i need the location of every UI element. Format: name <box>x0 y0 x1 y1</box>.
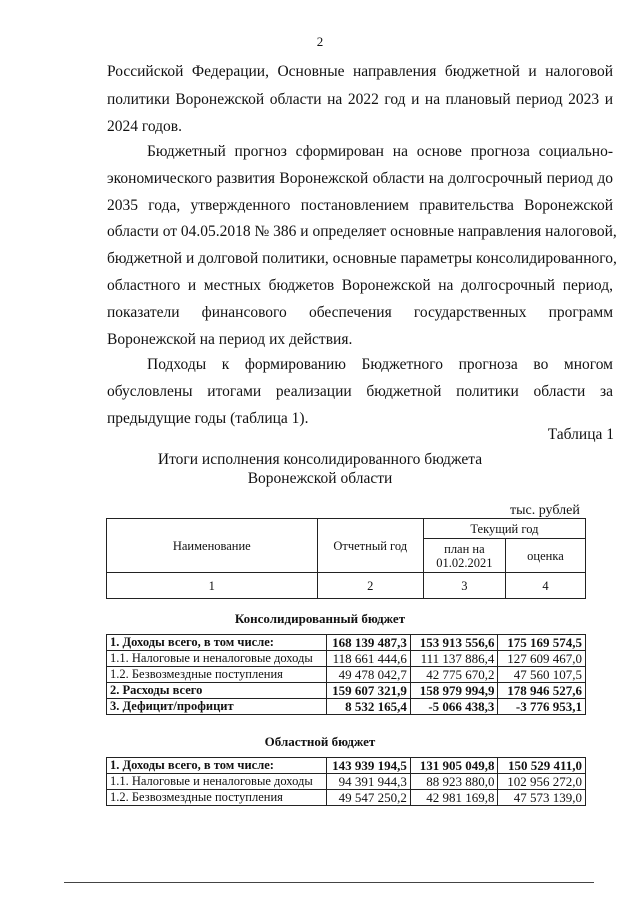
row-value: 159 607 321,9 <box>327 683 411 699</box>
row-value: 118 661 444,6 <box>327 651 411 667</box>
table-row <box>107 683 586 699</box>
paragraph-line: экономического развития Воронежской области на долгосрочный период до <box>107 170 613 187</box>
consolidated-budget-table <box>106 634 586 715</box>
paragraph-line: Российской Федерации, Основные направления бюджетной и налоговой <box>107 63 613 80</box>
row-name: 2. Расходы всего <box>107 683 327 699</box>
row-name: 1. Доходы всего, в том числе: <box>107 635 327 651</box>
row-value: 127 609 467,0 <box>498 651 586 667</box>
paragraph-line: предыдущие годы (таблица 1). <box>107 410 309 427</box>
paragraph-line: показатели финансового обеспечения государственных программ <box>107 304 613 321</box>
row-value: 150 529 411,0 <box>498 758 586 774</box>
row-name: 1. Доходы всего, в том числе: <box>107 758 327 774</box>
row-value: 8 532 165,4 <box>327 699 411 715</box>
row-value: 131 905 049,8 <box>410 758 498 774</box>
row-value: 42 981 169,8 <box>410 790 498 806</box>
paragraph-line: Подходы к формированию Бюджетного прогноза во многом <box>147 356 613 373</box>
header-name: Наименование <box>107 519 318 573</box>
row-value: 153 913 556,6 <box>410 635 498 651</box>
table-row <box>107 667 586 683</box>
units-label: тыс. рублей <box>510 503 580 518</box>
row-value: 47 573 139,0 <box>498 790 586 806</box>
section-title-consolidated: Консолидированный бюджет <box>234 611 406 626</box>
table-row <box>107 699 586 715</box>
row-value: 143 939 194,5 <box>327 758 411 774</box>
table-row <box>107 790 586 806</box>
paragraph-line: политики Воронежской области на 2022 год и на плановый период 2023 и <box>107 91 613 108</box>
paragraph-line: областного и местных бюджетов Воронежской на долгосрочный период, <box>107 277 613 294</box>
row-value: 111 137 886,4 <box>410 651 498 667</box>
header-current-year: Текущий год <box>423 519 585 539</box>
row-value: 158 979 994,9 <box>410 683 498 699</box>
table-title: Итоги исполнения консолидированного бюджета <box>157 451 483 468</box>
table-row <box>107 774 586 790</box>
paragraph-line: 2024 годов. <box>107 118 182 135</box>
paragraph-line: области от 04.05.2018 № 386 и определяет основные направления налоговой, <box>107 223 617 240</box>
header-plan: план на 01.02.2021 <box>423 539 505 573</box>
row-value: 175 169 574,5 <box>498 635 586 651</box>
header-col-number: 4 <box>505 573 585 599</box>
section-title-regional: Областной бюджет <box>264 734 376 749</box>
row-name: 1.1. Налоговые и неналоговые доходы <box>107 774 327 790</box>
table-row <box>107 651 586 667</box>
table-label: Таблица 1 <box>547 426 614 443</box>
header-estimate: оценка <box>505 539 585 573</box>
header-col-number: 2 <box>317 573 423 599</box>
table-subtitle: Воронежской области <box>247 470 393 487</box>
paragraph-line: бюджетной и долговой политики, основные параметры консолидированного, <box>107 250 617 267</box>
header-col-number: 3 <box>423 573 505 599</box>
table-row <box>107 758 586 774</box>
header-reporting-year: Отчетный год <box>317 519 423 573</box>
row-value: -5 066 438,3 <box>410 699 498 715</box>
row-name: 1.1. Налоговые и неналоговые доходы <box>107 651 327 667</box>
table-row <box>107 635 586 651</box>
paragraph-line: Бюджетный прогноз сформирован на основе прогноза социально- <box>147 143 613 160</box>
row-value: 49 547 250,2 <box>327 790 411 806</box>
row-value: 102 956 272,0 <box>498 774 586 790</box>
header-col-number: 1 <box>107 573 318 599</box>
page-number: 2 <box>316 34 324 49</box>
row-value: 49 478 042,7 <box>327 667 411 683</box>
paragraph-line: 2035 года, утвержденного постановлением правительства Воронежской <box>107 197 613 214</box>
row-value: 47 560 107,5 <box>498 667 586 683</box>
table-header <box>106 518 586 599</box>
row-value: 94 391 944,3 <box>327 774 411 790</box>
row-value: 88 923 880,0 <box>410 774 498 790</box>
row-value: 168 139 487,3 <box>327 635 411 651</box>
footer-divider <box>64 882 594 883</box>
row-value: 42 775 670,2 <box>410 667 498 683</box>
row-value: 178 946 527,6 <box>498 683 586 699</box>
paragraph-line: обусловлены итогами реализации бюджетной политики области за <box>107 383 613 400</box>
row-name: 1.2. Безвозмездные поступления <box>107 790 327 806</box>
row-name: 3. Дефицит/профицит <box>107 699 327 715</box>
row-name: 1.2. Безвозмездные поступления <box>107 667 327 683</box>
regional-budget-table <box>106 757 586 806</box>
row-value: -3 776 953,1 <box>498 699 586 715</box>
paragraph-line: Воронежской на период их действия. <box>107 331 353 348</box>
